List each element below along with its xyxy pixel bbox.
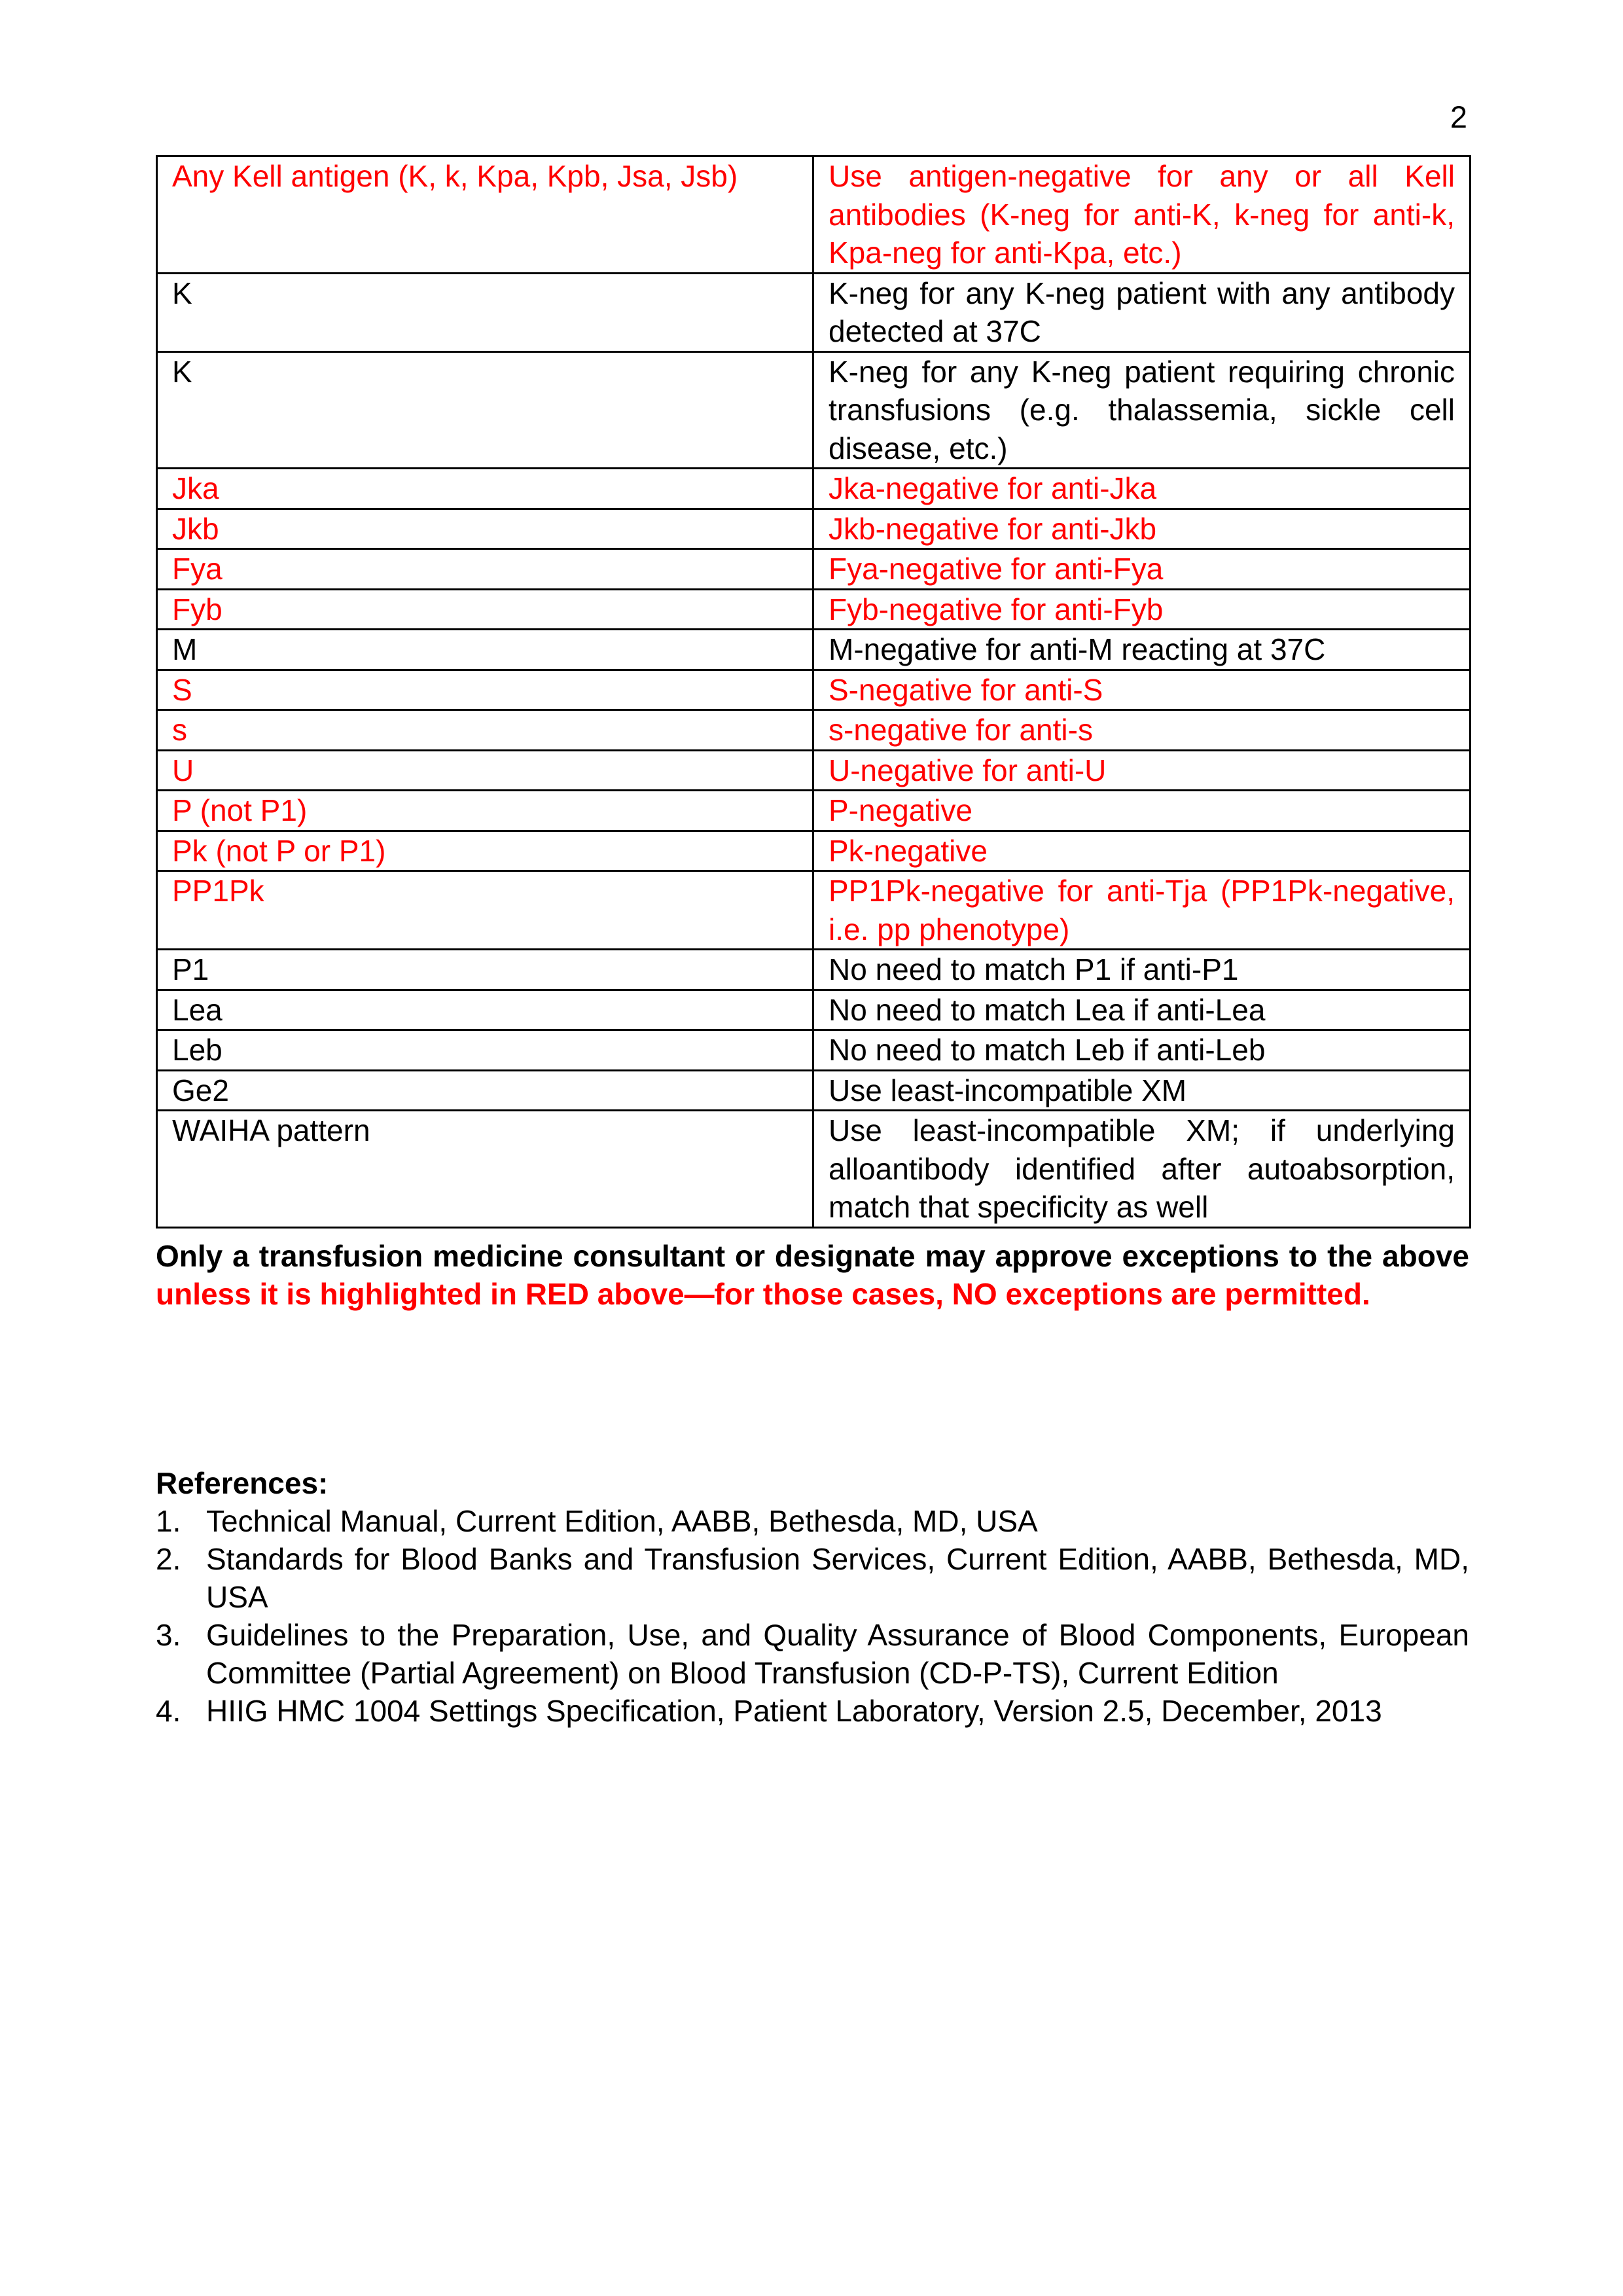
requirement-cell: M-negative for anti-M reacting at 37C xyxy=(813,630,1471,670)
requirement-cell: Use antigen-negative for any or all Kell antibodies (K-neg for anti-K, k-neg for anti-k, Kpa-neg for anti-Kpa, etc.) xyxy=(813,156,1471,274)
references-section xyxy=(156,1464,1469,1730)
table-row xyxy=(157,469,1471,509)
reference-item xyxy=(156,1540,1469,1616)
antigen-cell: WAIHA pattern xyxy=(157,1111,813,1228)
antigen-cell: Fyb xyxy=(157,589,813,630)
table-row xyxy=(157,750,1471,791)
antigen-cell: S xyxy=(157,670,813,710)
requirement-cell: No need to match Lea if anti-Lea xyxy=(813,990,1471,1030)
antigen-cell: PP1Pk xyxy=(157,871,813,950)
reference-text: HIIG HMC 1004 Settings Specification, Patient Laboratory, Version 2.5, December, 2013 xyxy=(206,1694,1382,1728)
antigen-table-body xyxy=(157,156,1471,1228)
reference-item xyxy=(156,1692,1469,1730)
reference-number: 2. xyxy=(156,1542,181,1576)
requirement-cell: Fya-negative for anti-Fya xyxy=(813,549,1471,590)
table-row xyxy=(157,549,1471,590)
exceptions-note xyxy=(156,1237,1469,1313)
requirement-cell: Jka-negative for anti-Jka xyxy=(813,469,1471,509)
reference-text: Technical Manual, Current Edition, AABB, Bethesda, MD, USA xyxy=(206,1504,1038,1538)
requirement-cell: S-negative for anti-S xyxy=(813,670,1471,710)
antigen-cell: Any Kell antigen (K, k, Kpa, Kpb, Jsa, Jsb) xyxy=(157,156,813,274)
requirement-cell: Jkb-negative for anti-Jkb xyxy=(813,509,1471,549)
table-row xyxy=(157,630,1471,670)
requirement-cell: U-negative for anti-U xyxy=(813,750,1471,791)
antigen-matching-table xyxy=(156,155,1471,1229)
table-row xyxy=(157,950,1471,990)
references-list xyxy=(156,1502,1469,1730)
reference-number: 1. xyxy=(156,1504,181,1538)
table-row xyxy=(157,351,1471,469)
table-row xyxy=(157,670,1471,710)
antigen-cell: K xyxy=(157,273,813,351)
requirement-cell: No need to match P1 if anti-P1 xyxy=(813,950,1471,990)
requirement-cell: Pk-negative xyxy=(813,831,1471,871)
requirement-cell: K-neg for any K-neg patient requiring chronic transfusions (e.g. thalassemia, sickle cell disease, etc.) xyxy=(813,351,1471,469)
table-row xyxy=(157,871,1471,950)
antigen-cell: Pk (not P or P1) xyxy=(157,831,813,871)
reference-item xyxy=(156,1616,1469,1692)
table-row xyxy=(157,831,1471,871)
antigen-cell: P (not P1) xyxy=(157,791,813,831)
table-row xyxy=(157,1030,1471,1071)
requirement-cell: No need to match Leb if anti-Leb xyxy=(813,1030,1471,1071)
antigen-cell: K xyxy=(157,351,813,469)
requirement-cell: Fyb-negative for anti-Fyb xyxy=(813,589,1471,630)
table-row xyxy=(157,710,1471,751)
antigen-cell: Leb xyxy=(157,1030,813,1071)
exceptions-note-text: Only a transfusion medicine consultant or designate may approve exceptions to the above xyxy=(156,1239,1469,1273)
table-row xyxy=(157,791,1471,831)
antigen-cell: Jkb xyxy=(157,509,813,549)
antigen-cell: Ge2 xyxy=(157,1070,813,1111)
reference-item xyxy=(156,1502,1469,1540)
requirement-cell: P-negative xyxy=(813,791,1471,831)
references-heading: References: xyxy=(156,1466,329,1500)
antigen-cell: M xyxy=(157,630,813,670)
table-row xyxy=(157,509,1471,549)
table-row xyxy=(157,1070,1471,1111)
exceptions-note-red-text: unless it is highlighted in RED above—for those cases, NO exceptions are permitted. xyxy=(156,1277,1370,1311)
requirement-cell: Use least-incompatible XM; if underlying alloantibody identified after autoabsorption, match that specificity as well xyxy=(813,1111,1471,1228)
reference-text: Guidelines to the Preparation, Use, and Quality Assurance of Blood Components, European Committee (Partial Agreement) on Blood Transfusion (CD-P-TS), Current Edition xyxy=(206,1618,1469,1690)
reference-number: 4. xyxy=(156,1694,181,1728)
reference-text: Standards for Blood Banks and Transfusion Services, Current Edition, AABB, Bethesda, MD, USA xyxy=(206,1542,1469,1614)
antigen-cell: P1 xyxy=(157,950,813,990)
antigen-cell: Jka xyxy=(157,469,813,509)
page-number: 2 xyxy=(1450,99,1467,134)
requirement-cell: K-neg for any K-neg patient with any antibody detected at 37C xyxy=(813,273,1471,351)
requirement-cell: s-negative for anti-s xyxy=(813,710,1471,751)
table-row xyxy=(157,1111,1471,1228)
antigen-cell: Fya xyxy=(157,549,813,590)
requirement-cell: Use least-incompatible XM xyxy=(813,1070,1471,1111)
antigen-cell: s xyxy=(157,710,813,751)
antigen-cell: U xyxy=(157,750,813,791)
table-row xyxy=(157,990,1471,1030)
reference-number: 3. xyxy=(156,1618,181,1652)
table-row xyxy=(157,273,1471,351)
requirement-cell: PP1Pk-negative for anti-Tja (PP1Pk-negative, i.e. pp phenotype) xyxy=(813,871,1471,950)
table-row xyxy=(157,589,1471,630)
antigen-cell: Lea xyxy=(157,990,813,1030)
table-row xyxy=(157,156,1471,274)
